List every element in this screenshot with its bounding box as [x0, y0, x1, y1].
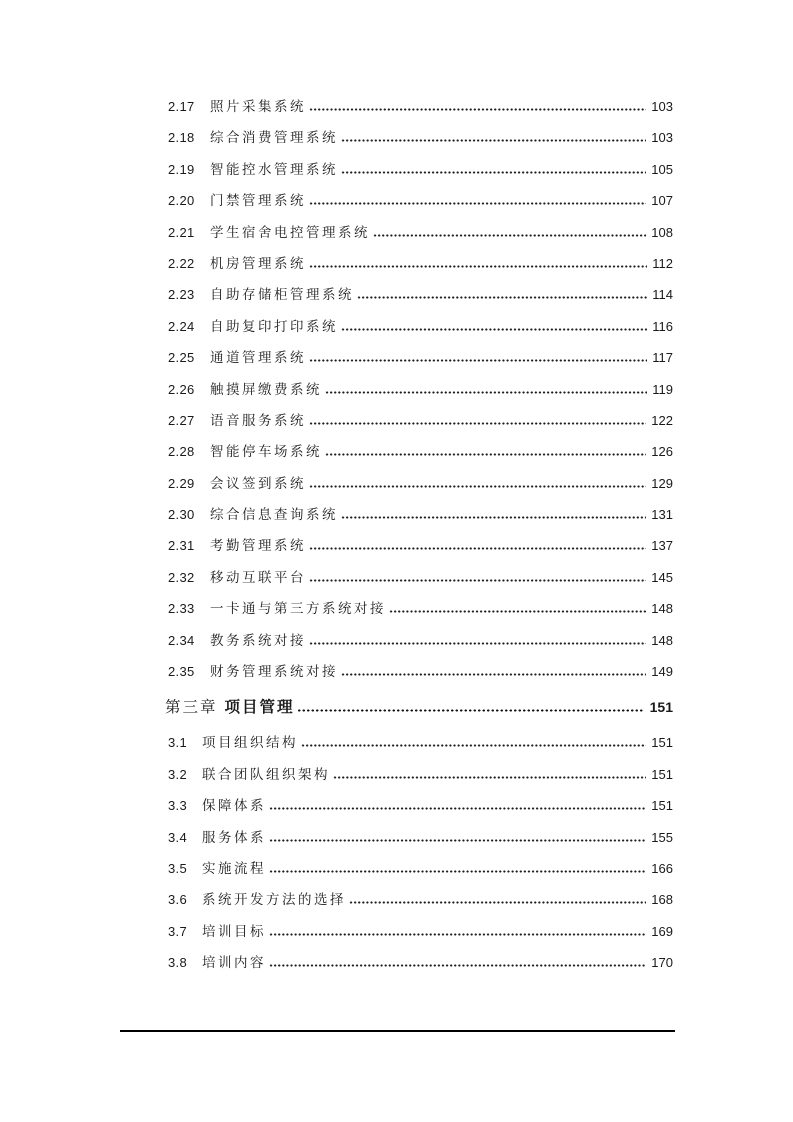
dot-leader — [373, 234, 646, 237]
toc-entry[interactable] — [168, 890, 673, 921]
toc-entry-title: 照片采集系统 — [210, 99, 306, 114]
toc-entry-page-number: 166 — [651, 860, 673, 876]
dot-leader — [341, 139, 646, 142]
toc-heading-page-number: 151 — [649, 699, 673, 716]
dot-leader — [357, 296, 647, 299]
toc-entry-title: 触摸屏缴费系统 — [210, 381, 322, 397]
toc-entry-page-number: 119 — [652, 381, 673, 397]
toc-entry[interactable] — [168, 505, 673, 536]
toc-entry-title: 服务体系 — [202, 829, 266, 845]
dot-leader — [269, 870, 646, 873]
dot-leader — [341, 673, 646, 676]
toc-entry[interactable] — [168, 380, 673, 411]
toc-entry[interactable] — [168, 631, 673, 662]
toc-entry-page-number: 155 — [651, 829, 673, 845]
toc-entry-number: 2.22 — [168, 255, 195, 271]
toc-entry-title: 教务系统对接 — [210, 632, 306, 648]
toc-entry-number: 3.1 — [168, 735, 187, 751]
toc-entry[interactable] — [168, 474, 673, 505]
dot-leader — [309, 579, 646, 582]
toc-entry-number: 3.7 — [168, 923, 187, 939]
dot-leader — [309, 485, 646, 488]
toc-section-chapter2 — [168, 97, 673, 693]
toc-entry-number: 2.29 — [168, 475, 195, 491]
toc-entry-title: 智能停车场系统 — [210, 444, 322, 460]
toc-entry-title: 自助复印打印系统 — [210, 318, 338, 334]
toc-entry[interactable] — [168, 442, 673, 473]
toc-entry-title: 培训目标 — [202, 923, 266, 939]
toc-entry-number: 3.4 — [168, 829, 187, 845]
toc-entry[interactable] — [168, 191, 673, 222]
dot-leader — [269, 807, 646, 810]
toc-entry-title: 综合消费管理系统 — [210, 130, 338, 146]
toc-entry-title: 自助存储柜管理系统 — [210, 287, 354, 303]
dot-leader — [309, 547, 646, 550]
toc-entry[interactable] — [168, 536, 673, 567]
toc-entry-number: 2.23 — [168, 287, 195, 303]
toc-entry-page-number: 170 — [651, 955, 673, 971]
toc-entry[interactable] — [168, 859, 673, 890]
toc-entry[interactable] — [168, 953, 673, 984]
toc-entry-number: 3.5 — [168, 860, 187, 876]
toc-entry-number: 3.8 — [168, 955, 187, 971]
toc-entry[interactable] — [168, 128, 673, 159]
dot-leader — [333, 776, 646, 779]
toc-entry-title: 通道管理系统 — [210, 350, 306, 366]
toc-entry-page-number: 114 — [652, 287, 673, 303]
toc-entry-page-number: 137 — [651, 538, 673, 554]
toc-entry-page-number: 151 — [651, 766, 673, 782]
toc-entry-number: 2.31 — [168, 538, 195, 554]
toc-entry-page-number: 151 — [651, 735, 673, 751]
toc-entry-number: 2.28 — [168, 444, 195, 460]
dot-leader — [301, 744, 646, 747]
toc-entry-number: 2.25 — [168, 350, 195, 366]
dot-leader — [349, 901, 646, 904]
toc-entry[interactable] — [168, 317, 673, 348]
toc-heading-title: 项目管理 — [224, 699, 295, 717]
toc-entry[interactable] — [168, 411, 673, 442]
toc-entry-number: 3.6 — [168, 892, 187, 908]
toc-entry-title: 综合信息查询系统 — [210, 507, 338, 523]
toc-entry-number: 2.24 — [168, 318, 195, 334]
toc-heading-chapter3[interactable] — [165, 693, 673, 733]
table-of-contents — [165, 97, 673, 985]
toc-entry-number: 2.30 — [168, 507, 195, 523]
toc-entry-page-number: 148 — [651, 632, 673, 648]
toc-entry-title: 考勤管理系统 — [210, 538, 306, 554]
toc-entry-number: 2.32 — [168, 569, 195, 585]
toc-entry[interactable] — [168, 285, 673, 316]
dot-leader — [309, 265, 647, 268]
toc-entry-page-number: 108 — [651, 224, 673, 240]
dot-leader — [325, 391, 647, 394]
toc-entry-page-number: 149 — [651, 664, 673, 680]
toc-entry[interactable] — [168, 97, 673, 128]
toc-entry-page-number: 122 — [651, 412, 673, 428]
dot-leader — [309, 642, 646, 645]
toc-entry-title: 一卡通与第三方系统对接 — [210, 601, 386, 617]
dot-leader — [341, 516, 646, 519]
toc-entry-number: 3.2 — [168, 766, 187, 782]
toc-entry-title: 系统开发方法的选择 — [202, 892, 346, 908]
toc-entry-number: 2.17 — [168, 99, 195, 114]
toc-entry-number: 2.18 — [168, 130, 195, 146]
toc-entry-number: 3.3 — [168, 798, 187, 814]
toc-entry-number: 2.20 — [168, 193, 195, 209]
toc-entry-title: 学生宿舍电控管理系统 — [210, 224, 370, 240]
toc-entry-title: 移动互联平台 — [210, 569, 306, 585]
toc-entry[interactable] — [168, 828, 673, 859]
toc-entry-title: 实施流程 — [202, 860, 266, 876]
toc-entry-title: 智能控水管理系统 — [210, 161, 338, 177]
toc-entry-page-number: 145 — [651, 569, 673, 585]
toc-entry-page-number: 168 — [651, 892, 673, 908]
toc-entry[interactable] — [168, 662, 673, 693]
toc-entry-title: 财务管理系统对接 — [210, 664, 338, 680]
toc-entry-number: 2.34 — [168, 632, 195, 648]
toc-entry-page-number: 116 — [652, 318, 673, 334]
toc-entry[interactable] — [168, 348, 673, 379]
toc-entry-page-number: 103 — [651, 99, 673, 114]
dot-leader — [297, 709, 643, 713]
dot-leader — [269, 839, 646, 842]
toc-entry-title: 联合团队组织架构 — [202, 766, 330, 782]
toc-entry[interactable] — [168, 160, 673, 191]
toc-entry[interactable] — [168, 254, 673, 285]
toc-entry-number: 2.27 — [168, 412, 195, 428]
toc-entry[interactable] — [168, 796, 673, 827]
toc-entry-number: 2.35 — [168, 664, 195, 680]
toc-entry-title: 机房管理系统 — [210, 255, 306, 271]
toc-entry-number: 2.19 — [168, 161, 195, 177]
toc-entry[interactable] — [168, 765, 673, 796]
dot-leader — [341, 171, 646, 174]
dot-leader — [309, 359, 647, 362]
dot-leader — [341, 328, 647, 331]
toc-entry-page-number: 169 — [651, 923, 673, 939]
toc-entry-page-number: 107 — [651, 193, 673, 209]
toc-entry-page-number: 148 — [651, 601, 673, 617]
dot-leader — [325, 453, 646, 456]
toc-entry-page-number: 129 — [651, 475, 673, 491]
toc-entry-number: 2.26 — [168, 381, 195, 397]
toc-entry-title: 会议签到系统 — [210, 475, 306, 491]
toc-entry-page-number: 105 — [651, 161, 673, 177]
toc-entry-title: 项目组织结构 — [202, 735, 298, 751]
toc-entry-page-number: 126 — [651, 444, 673, 460]
toc-entry-page-number: 151 — [651, 798, 673, 814]
toc-entry-page-number: 112 — [652, 255, 673, 271]
toc-entry-page-number: 131 — [651, 507, 673, 523]
toc-entry[interactable] — [168, 599, 673, 630]
toc-entry[interactable] — [168, 568, 673, 599]
toc-entry-title: 保障体系 — [202, 798, 266, 814]
toc-entry-page-number: 103 — [651, 130, 673, 146]
dot-leader — [309, 422, 646, 425]
dot-leader — [269, 933, 646, 936]
footer-divider — [120, 1030, 675, 1032]
dot-leader — [309, 202, 646, 205]
toc-entry-number: 2.21 — [168, 224, 195, 240]
toc-entry[interactable] — [168, 223, 673, 254]
toc-entry-title: 门禁管理系统 — [210, 193, 306, 209]
dot-leader — [309, 108, 646, 111]
dot-leader — [389, 610, 646, 613]
toc-entry[interactable] — [168, 733, 673, 764]
dot-leader — [269, 964, 646, 967]
toc-heading-number: 第三章 — [165, 699, 218, 717]
toc-entry-title: 培训内容 — [202, 955, 266, 971]
toc-section-chapter3 — [168, 733, 673, 984]
toc-entry-page-number: 117 — [652, 350, 673, 366]
toc-entry-title: 语音服务系统 — [210, 412, 306, 428]
toc-entry[interactable] — [168, 922, 673, 953]
toc-entry-number: 2.33 — [168, 601, 195, 617]
